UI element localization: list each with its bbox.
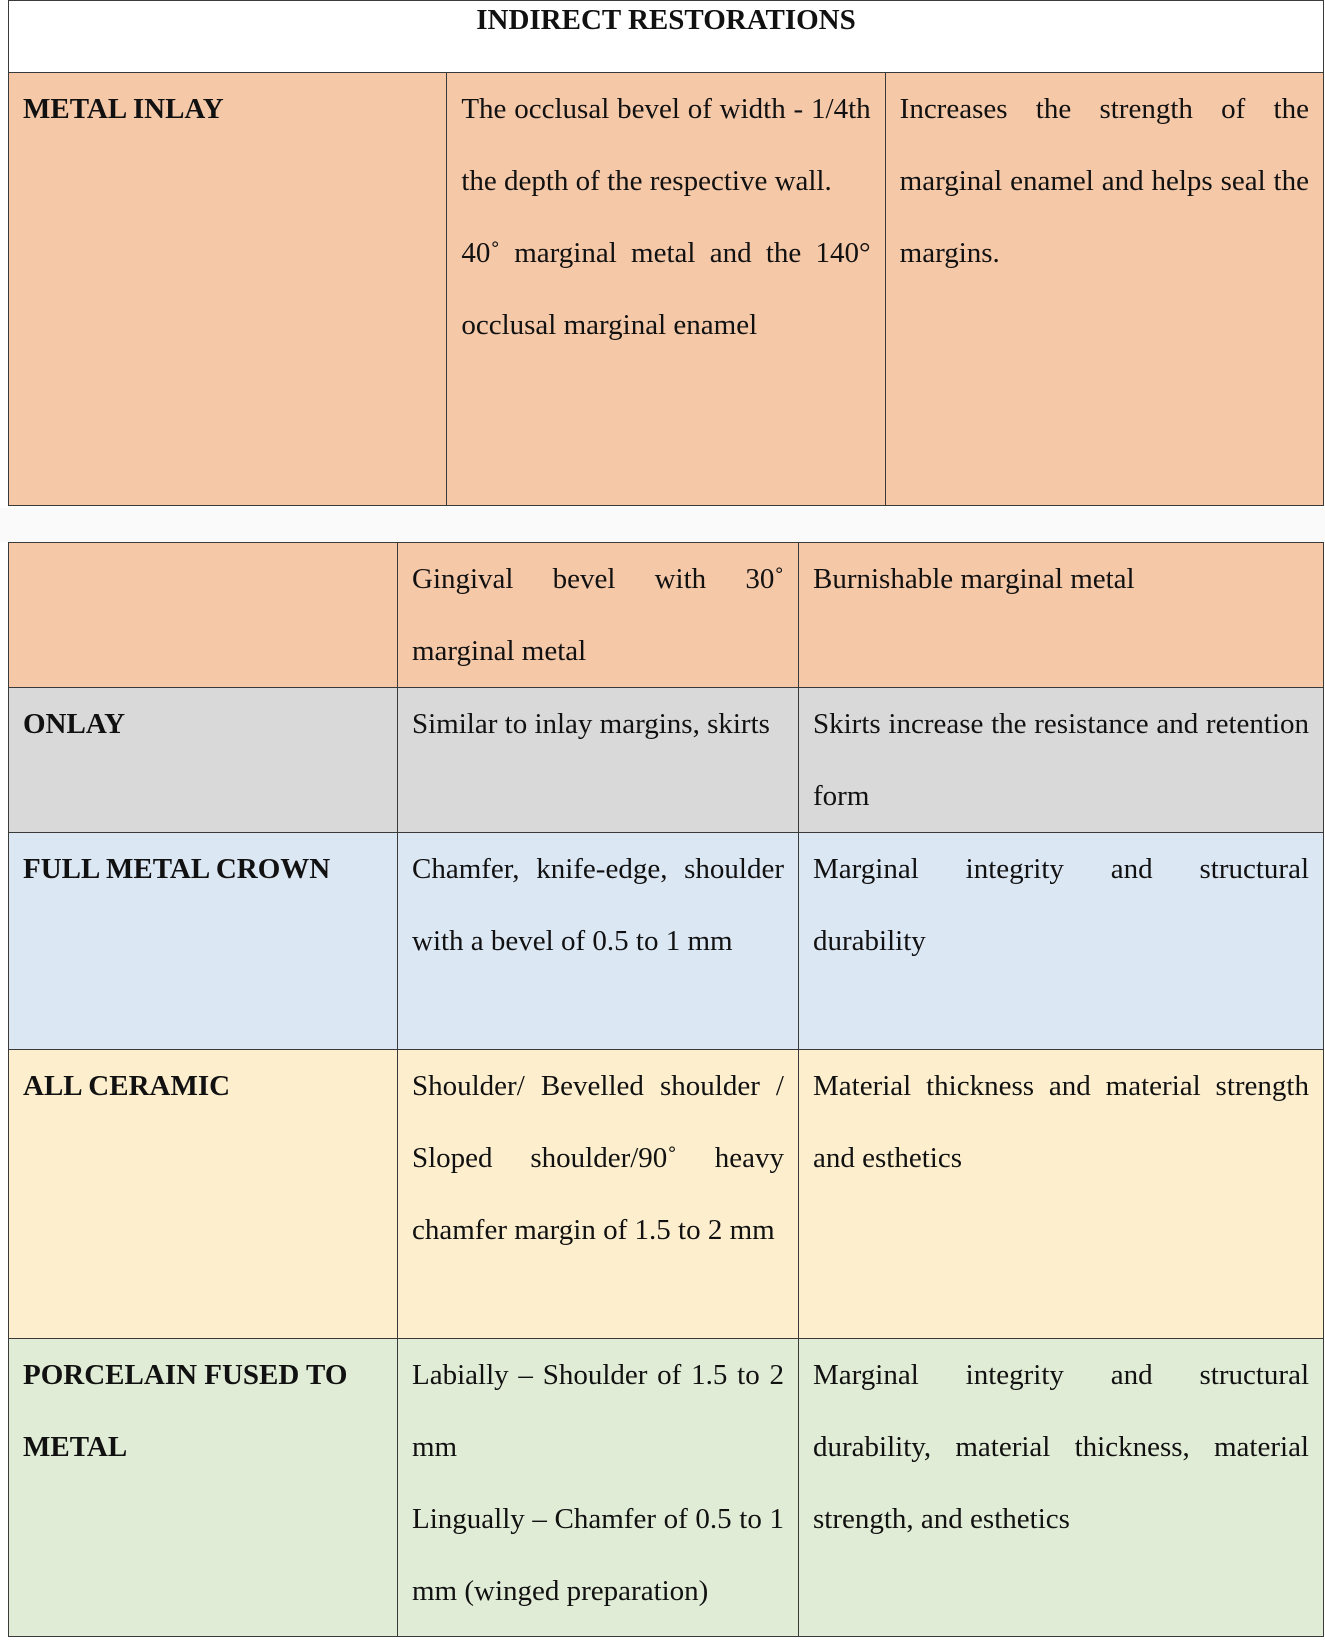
margin-design: Gingival bevel with 30˚ marginal metal	[398, 543, 799, 688]
table-header-row	[9, 1, 1324, 73]
table-indirect-restorations-continued	[8, 542, 1324, 1637]
rationale: Burnishable marginal metal	[799, 543, 1324, 688]
margin-design	[398, 1339, 799, 1637]
margin-design-line: Labially – Shoulder of 1.5 to 2 mm	[412, 1359, 784, 1463]
table-title: INDIRECT RESTORATIONS	[9, 1, 1324, 73]
margin-design-line: The occlusal bevel of width - 1/4th the depth of the respective wall.	[461, 93, 871, 197]
table-row-metal-inlay	[9, 73, 1324, 506]
rationale: Marginal integrity and structural durability, material thickness, material strength, and esthetics	[799, 1339, 1324, 1637]
restoration-name	[9, 543, 398, 688]
margin-design: Chamfer, knife-edge, shoulder with a bevel of 0.5 to 1 mm	[398, 833, 799, 1050]
restoration-name: METAL INLAY	[9, 73, 447, 506]
restoration-name: ONLAY	[9, 688, 398, 833]
margin-design: Shoulder/ Bevelled shoulder / Sloped shoulder/90˚ heavy chamfer margin of 1.5 to 2 mm	[398, 1050, 799, 1339]
rationale: Skirts increase the resistance and retention form	[799, 688, 1324, 833]
margin-design-line: 40˚ marginal metal and the 140° occlusal marginal enamel	[461, 237, 871, 341]
page-break-gap	[0, 508, 1325, 542]
table-row-full-metal-crown	[9, 833, 1324, 1050]
table-row-metal-inlay-continued	[9, 543, 1324, 688]
table-row-all-ceramic	[9, 1050, 1324, 1339]
table-row-porcelain-fused-to-metal	[9, 1339, 1324, 1637]
margin-design	[447, 73, 885, 506]
margin-design: Similar to inlay margins, skirts	[398, 688, 799, 833]
restoration-name: ALL CERAMIC	[9, 1050, 398, 1339]
rationale: Increases the strength of the marginal enamel and helps seal the margins.	[885, 73, 1323, 506]
restoration-name: PORCELAIN FUSED TO METAL	[9, 1339, 398, 1637]
rationale: Material thickness and material strength and esthetics	[799, 1050, 1324, 1339]
restoration-name: FULL METAL CROWN	[9, 833, 398, 1050]
table-indirect-restorations	[8, 0, 1324, 506]
margin-design-line: Lingually – Chamfer of 0.5 to 1 mm (winged preparation)	[412, 1503, 784, 1607]
rationale: Marginal integrity and structural durability	[799, 833, 1324, 1050]
table-row-onlay	[9, 688, 1324, 833]
